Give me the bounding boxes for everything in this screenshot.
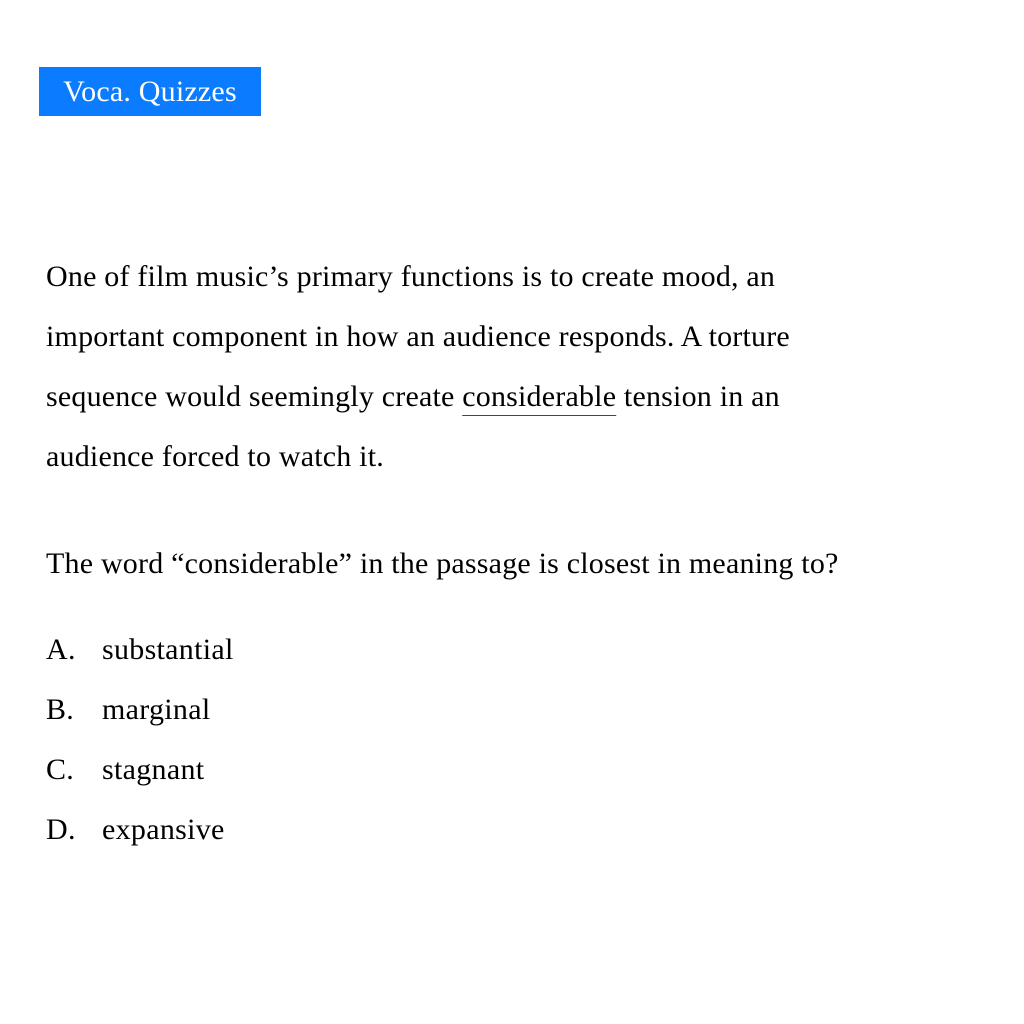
passage-line: audience forced to watch it. bbox=[46, 440, 384, 473]
highlighted-word: considerable bbox=[462, 380, 617, 413]
answer-option-b[interactable] bbox=[46, 680, 234, 740]
passage-text: sequence would seemingly create bbox=[46, 380, 463, 413]
option-letter: A. bbox=[46, 633, 76, 666]
passage-line: important component in how an audience responds. A torture bbox=[46, 320, 790, 353]
option-letter: B. bbox=[46, 693, 75, 726]
option-letter: C. bbox=[46, 753, 75, 786]
option-text: substantial bbox=[102, 633, 234, 666]
answer-option-c[interactable] bbox=[46, 740, 234, 800]
answer-option-a[interactable] bbox=[46, 620, 234, 680]
option-text: marginal bbox=[102, 693, 211, 726]
question-prompt: The word “considerable” in the passage is closest in meaning to? bbox=[46, 547, 839, 580]
quiz-title-badge: Voca. Quizzes bbox=[39, 67, 261, 116]
option-text: expansive bbox=[102, 813, 225, 846]
passage-text: tension in an bbox=[616, 380, 780, 413]
answer-option-d[interactable] bbox=[46, 800, 234, 860]
option-letter: D. bbox=[46, 813, 76, 846]
reading-passage bbox=[46, 247, 946, 487]
answer-options bbox=[46, 620, 234, 860]
passage-line bbox=[46, 367, 946, 427]
option-text: stagnant bbox=[102, 753, 205, 786]
passage-line: One of film music’s primary functions is to create mood, an bbox=[46, 260, 776, 293]
